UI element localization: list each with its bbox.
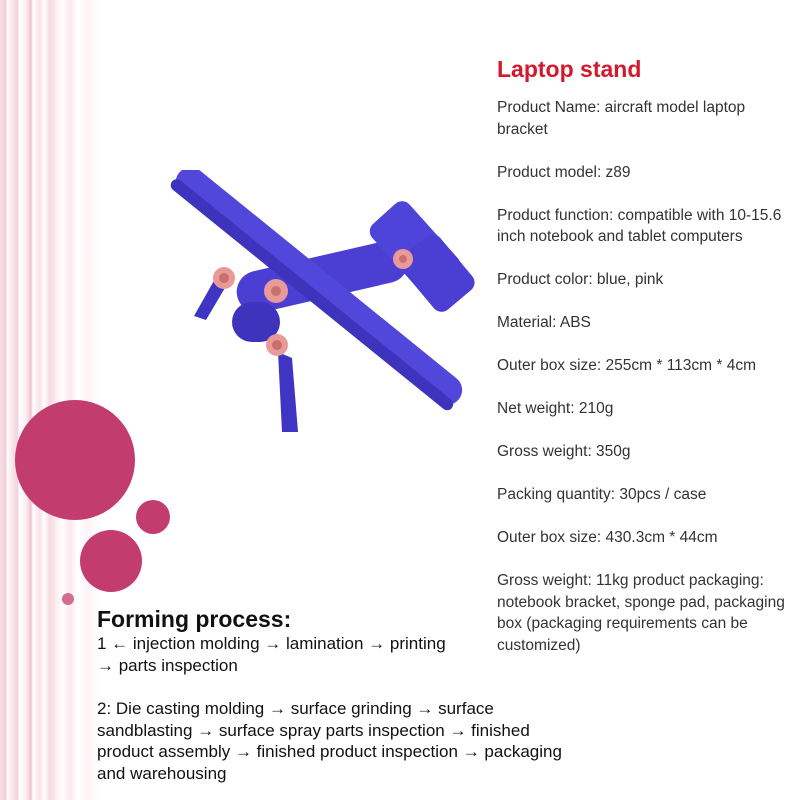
spec-packing-quantity: Packing quantity: 30pcs / case [497, 486, 707, 503]
spec-net-weight: Net weight: 210g [497, 400, 614, 417]
spec-outer-box-size-case: Outer box size: 430.3cm * 44cm [497, 529, 718, 546]
forming-process-title: Forming process: [97, 606, 292, 632]
decorative-circle-medium [80, 530, 142, 592]
forming-process-step-2: 2: Die casting molding → surface grinding → surface sandblasting → surface spray parts inspection → finished product assembly → finished product inspection → packaging and warehousing [97, 699, 562, 783]
aircraft-laptop-stand-image [150, 170, 480, 440]
spec-product-function: Product function: compatible with 10-15.6 inch notebook and tablet computers [497, 206, 782, 245]
product-spec-list [497, 97, 797, 678]
spec-product-name: Product Name: aircraft model laptop bracket [497, 99, 746, 138]
forming-process-step-1: 1 ← injection molding → lamination → printing → parts inspection [97, 634, 446, 675]
product-title: Laptop stand [497, 56, 642, 82]
spec-gross-weight-packaging: Gross weight: 11kg product packaging: notebook bracket, sponge pad, packaging box (packaging requirements can be customized) [497, 572, 785, 654]
spec-product-model: Product model: z89 [497, 163, 631, 181]
decorative-circle-small [136, 500, 170, 534]
spec-gross-weight: Gross weight: 350g [497, 443, 631, 460]
decorative-dot [62, 593, 74, 605]
forming-process-section [97, 605, 617, 784]
spec-product-color: Product color: blue, pink [497, 271, 664, 288]
stand-leg-right [278, 352, 298, 432]
spec-outer-box-size: Outer box size: 255cm * 113cm * 4cm [497, 357, 757, 374]
decorative-circle-large [15, 400, 135, 520]
spec-material: Material: ABS [497, 314, 591, 331]
